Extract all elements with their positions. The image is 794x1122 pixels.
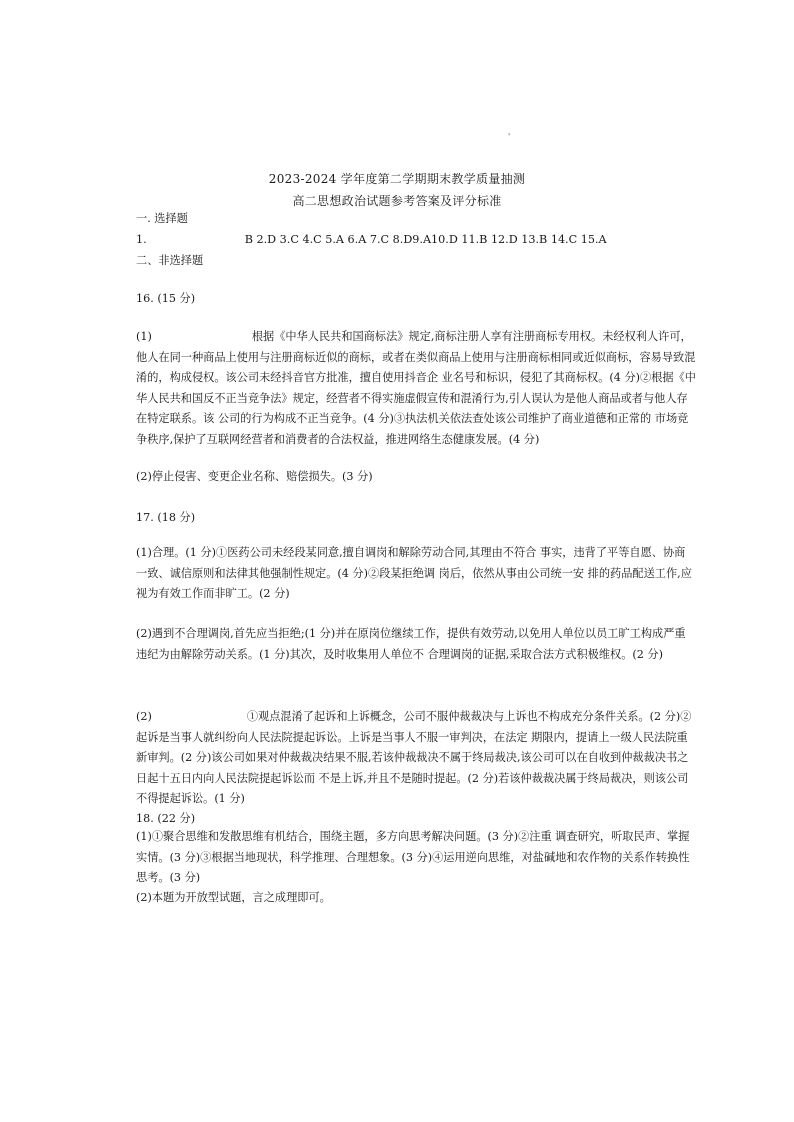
q16-part2: (2)停止侵害、变更企业名称、赔偿损失。(3 分) xyxy=(136,470,373,483)
section-choice-heading: 一. 选择题 xyxy=(136,212,188,225)
q17-part1: (1)合理。(1 分)①医药公司未经段某同意,擅自调岗和解除劳动合同,其理由不符合 事实，违背了平等自愿、协商一致、诚信原则和法律其他强制性规定。(4 分)②段某拒绝调 岗后，依然从事由公司统一安 排的药品配送工作,应视为有效工作而非旷工。(2 分) xyxy=(136,546,692,600)
q17-title: 17. (18 分) xyxy=(136,511,196,524)
q18-title: 18. (22 分) xyxy=(136,812,196,825)
q17-part3-number: (2) xyxy=(136,710,152,723)
choice-answers-number: 1. xyxy=(136,233,147,246)
choice-answers-row xyxy=(136,233,607,247)
q17-part3-text: ①观点混淆了起诉和上诉概念，公司不服仲裁裁决与上诉也不构成充分条件关系。(2 分)②起诉是当事人就纠纷向人民法院提起诉讼。上诉是当事人不服一审判决，在法定 期限内，提请上一级人民法院重新审判。(2 分)该公司如果对仲裁裁决结果不服,若该仲裁裁决不属于终局裁决,该公司可以在自收到仲裁裁决书之日起十五日内向人民法院提起诉讼而 不是上诉,并且不是随时提起。(2 分)若该仲裁裁决属于终局裁决，则该公司不得提起诉讼。(1 分) xyxy=(136,710,692,805)
q18-part2: (2)本题为开放型试题，言之成理即可。 xyxy=(136,891,331,904)
scan-mark: ' xyxy=(508,132,511,141)
choice-answers: B 2.D 3.C 4.C 5.A 6.A 7.C 8.D9.A10.D 11.B 12.D 13.B 14.C 15.A xyxy=(244,233,607,246)
q17-part3 xyxy=(136,707,696,810)
exam-subtitle: 高二思想政治试题参考答案及评分标准 xyxy=(292,194,502,208)
q16-part1-text: 根据《中华人民共和国商标法》规定,商标注册人享有注册商标专用权。未经权利人许可，他人在同一种商品上使用与注册商标近似的商标，或者在类似商品上使用与注册商标相同或近似商标，容易导致混淆的，构成侵权。该公司未经抖音官方批准，擅自使用抖音企 业名号和标识，侵犯了其商标权。(4 分)②根据《中华人民共和国反不正当竞争法》规定，经营者不得实施虚假宣传和混淆行为,引人误认为是他人商品或者与他人存在特定联系。该 公司的行为构成不正当竞争。(4 分)③执法机关依法查处该公司维护了商业道德和正常的 市场竞争秩序,保护了互联网经营者和消费者的合法权益，推进网络生态健康发展。(4 分) xyxy=(136,330,696,446)
q17-part2: (2)遇到不合理调岗,首先应当拒绝;(1 分)并在原岗位继续工作，提供有效劳动,以免用人单位以员工旷工构成严重违纪为由解除劳动关系。(1 分)其次，及时收集用人单位不 合理调岗的证据,采取合法方式积极维权。(2 分) xyxy=(136,627,686,661)
q18-part1: (1)①聚合思维和发散思维有机结合，围绕主题，多方向思考解决问题。(3 分)②注重 调查研究，听取民声、掌握实情。(3 分)③根据当地现状，科学推理、合理想象。(3 分)④运用逆向思维，对盐碱地和农作物的关系作转换性思考。(3 分) xyxy=(136,830,690,884)
q16-part1 xyxy=(136,327,696,450)
q16-part1-number: (1) xyxy=(136,330,152,343)
section-nonchoice-heading: 二、非选择题 xyxy=(136,254,204,267)
q16-title: 16. (15 分) xyxy=(136,292,196,305)
exam-title: 2023-2024 学年度第二学期期末教学质量抽测 xyxy=(268,172,526,186)
